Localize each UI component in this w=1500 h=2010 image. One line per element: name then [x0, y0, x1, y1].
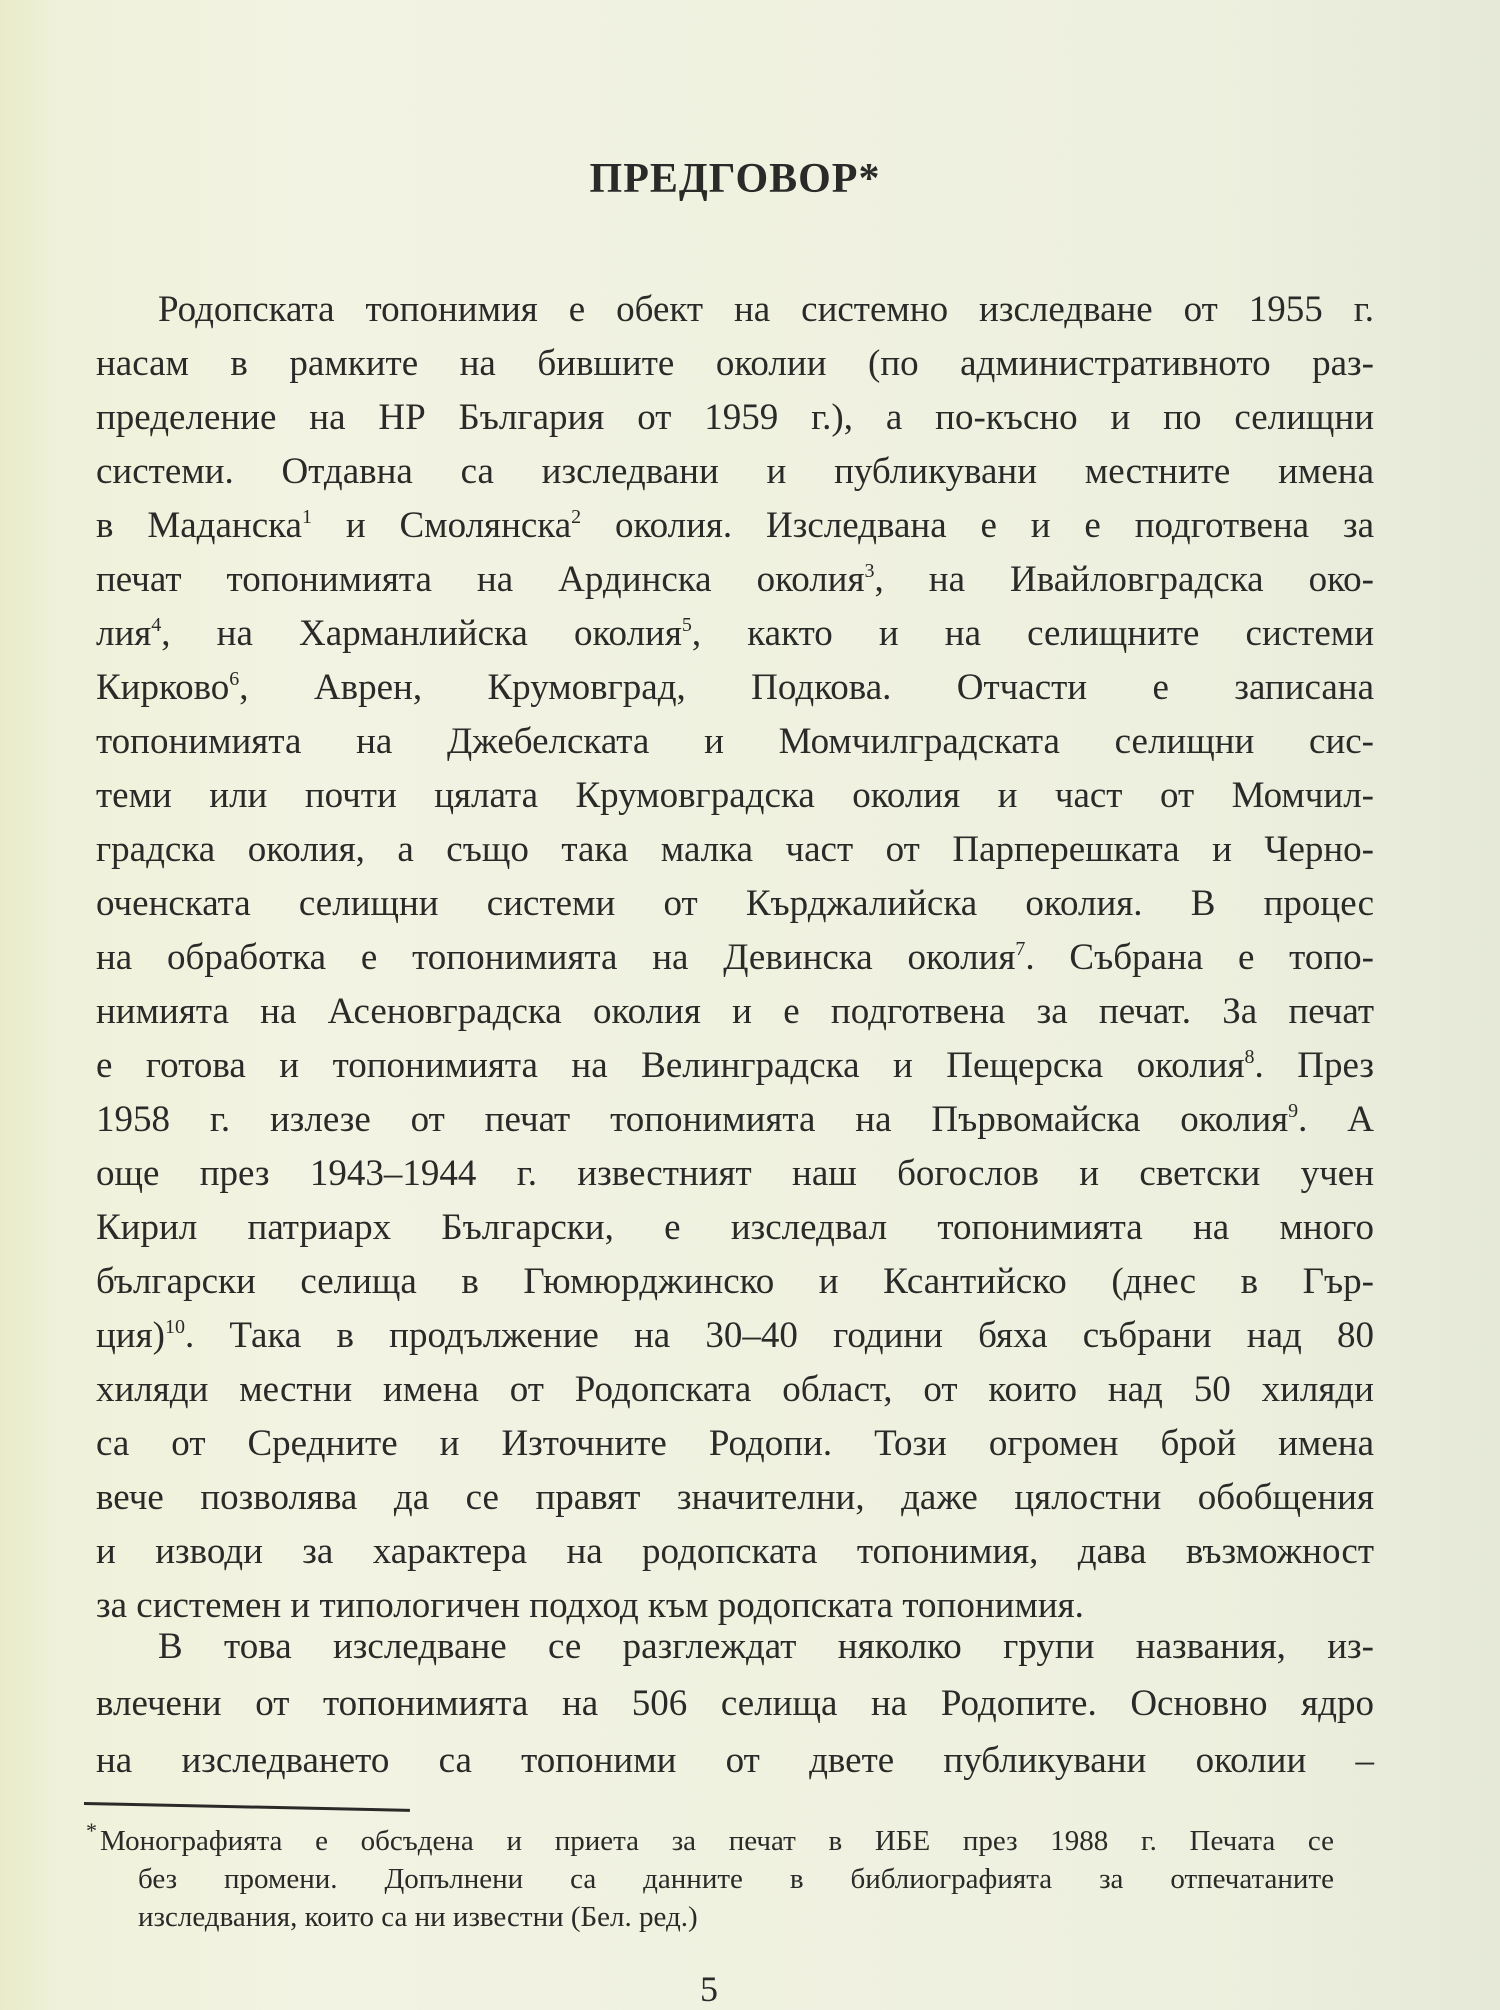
footnote-line: изследвания, които са ни известни (Бел. ред.): [138, 1901, 698, 1933]
text-segment: е готова и топонимията на Велинградска и Пещерска околия: [96, 1045, 1245, 1086]
footnote-reference: 4: [151, 614, 162, 636]
text-line: [96, 1093, 1374, 1147]
text-line: [96, 1732, 1374, 1789]
text-segment: печат топонимията на Ардинска околия: [96, 559, 865, 600]
footnote-reference: 6: [229, 668, 240, 690]
text-line: [96, 1309, 1374, 1363]
footnote: [86, 1818, 1334, 1936]
footnote-reference: 3: [864, 560, 875, 582]
text-segment: системи. Отдавна са изследвани и публикувани местните имена: [96, 451, 1374, 492]
text-segment: . Събрана е топо-: [1025, 937, 1374, 978]
text-line: [96, 607, 1374, 661]
text-line: [96, 661, 1374, 715]
text-line: [96, 877, 1374, 931]
text-segment: и Смолянска: [311, 505, 572, 546]
text-segment: Кирково: [96, 667, 230, 708]
footnote-reference: 8: [1244, 1046, 1255, 1068]
footnote-line: без промени. Допълнени са данните в библиографията за отпечатаните: [138, 1863, 1334, 1895]
text-segment: и изводи за характера на родопската топонимия, дава възможност: [96, 1531, 1374, 1572]
text-segment: градска околия, а също така малка част от Парперешката и Черно-: [96, 829, 1374, 870]
text-segment: влечени от топонимията на 506 селища на Родопите. Основно ядро: [96, 1683, 1374, 1724]
text-line: [96, 1417, 1374, 1471]
text-segment: на изследването са топоними от двете публикувани околии –: [96, 1740, 1374, 1781]
text-segment: теми или почти цялата Крумовградска околия и част от Момчил-: [96, 775, 1374, 816]
footnote-reference: 10: [164, 1316, 185, 1338]
text-segment: , както и на селищните системи: [691, 613, 1374, 654]
paragraph-1: [96, 283, 1374, 1633]
footnote-divider: [84, 1802, 410, 1812]
text-segment: за системен и типологичен подход към родопската топонимия.: [96, 1585, 1084, 1626]
text-line: [96, 445, 1374, 499]
text-line: [96, 769, 1374, 823]
text-segment: 1958 г. излезе от печат топонимията на Първомайска околия: [96, 1099, 1289, 1140]
text-segment: В това изследване се разглеждат няколко групи названия, из-: [158, 1626, 1374, 1667]
text-line: [96, 1201, 1374, 1255]
text-line: [96, 931, 1374, 985]
text-line: [96, 391, 1374, 445]
footnote-line: Монографията е обсъдена и приета за печат в ИБЕ през 1988 г. Печата се: [100, 1825, 1334, 1857]
text-line: [96, 499, 1374, 553]
text-segment: български селища в Гюмюрджинско и Ксантийско (днес в Гър-: [96, 1261, 1374, 1302]
text-line: [96, 715, 1374, 769]
text-segment: са от Средните и Източните Родопи. Този огромен брой имена: [96, 1423, 1374, 1464]
footnote-marker: *: [86, 1818, 97, 1843]
text-line: [96, 553, 1374, 607]
text-segment: околия. Изследвана е и е подготвена за: [581, 505, 1374, 546]
paragraph-2: [96, 1618, 1374, 1789]
text-segment: Родопската топонимия е обект на системно изследване от 1955 г.: [158, 289, 1374, 330]
text-line: [96, 283, 1374, 337]
text-line: [96, 1363, 1374, 1417]
text-line: [96, 823, 1374, 877]
page-number: 5: [700, 1969, 718, 2009]
text-line: [96, 1039, 1374, 1093]
text-segment: оченската селищни системи от Кърджалийска околия. В процес: [96, 883, 1374, 924]
text-segment: още през 1943–1944 г. известният наш богослов и светски учен: [96, 1153, 1374, 1194]
text-segment: ция): [96, 1315, 165, 1356]
text-segment: на обработка е топонимията на Девинска околия: [96, 937, 1016, 978]
text-line: [96, 1525, 1374, 1579]
text-line: [96, 985, 1374, 1039]
footnote-reference: 5: [681, 614, 692, 636]
footnote-reference: 9: [1288, 1100, 1299, 1122]
text-segment: лия: [96, 613, 152, 654]
text-segment: насам в рамките на бившите околии (по административното раз-: [96, 343, 1374, 384]
footnote-reference: 1: [301, 506, 312, 528]
text-line: [96, 1147, 1374, 1201]
text-segment: в Маданска: [96, 505, 302, 546]
page-title: ПРЕДГОВОР*: [589, 156, 881, 202]
footnote-reference: 7: [1015, 938, 1026, 960]
text-line: [96, 1471, 1374, 1525]
text-segment: вече позволява да се правят значителни, даже цялостни обобщения: [96, 1477, 1374, 1518]
text-line: [96, 1675, 1374, 1732]
text-segment: хиляди местни имена от Родопската област, от които над 50 хиляди: [96, 1369, 1374, 1410]
text-segment: , Аврен, Крумовград, Подкова. Отчасти е записана: [239, 667, 1374, 708]
text-segment: , на Ивайловградска око-: [874, 559, 1374, 600]
text-segment: Кирил патриарх Български, е изследвал топонимията на много: [96, 1207, 1374, 1248]
text-line: [96, 337, 1374, 391]
text-segment: . Така в продължение на 30–40 години бяха събрани над 80: [184, 1315, 1374, 1356]
text-segment: нимията на Асеновградска околия и е подготвена за печат. За печат: [96, 991, 1374, 1032]
footnote-reference: 2: [571, 506, 582, 528]
text-segment: . А: [1298, 1099, 1374, 1140]
text-segment: . През: [1254, 1045, 1374, 1086]
text-segment: топонимията на Джебелската и Момчилградската селищни сис-: [96, 721, 1374, 762]
text-segment: , на Харманлийска околия: [161, 613, 682, 654]
text-segment: пределение на НР България от 1959 г.), а по-късно и по селищни: [96, 397, 1374, 438]
text-line: [96, 1255, 1374, 1309]
text-line: [96, 1618, 1374, 1675]
